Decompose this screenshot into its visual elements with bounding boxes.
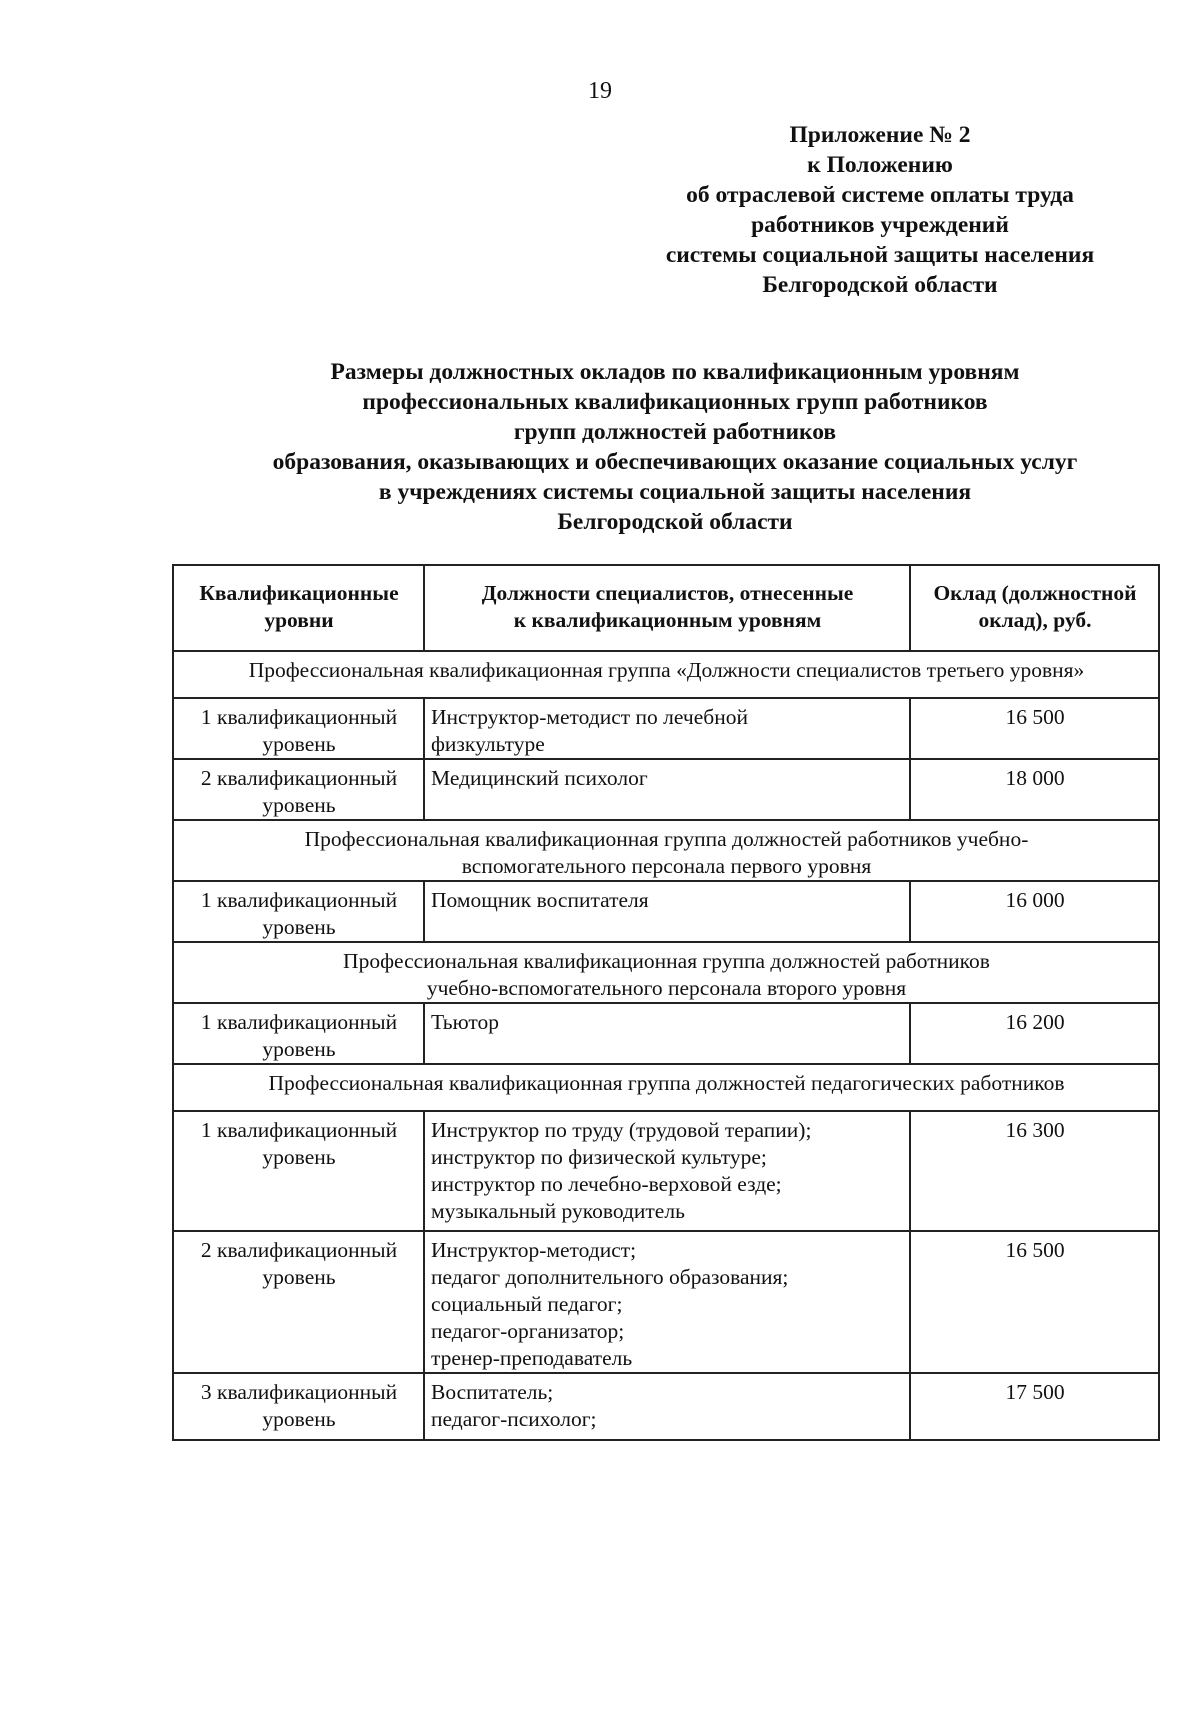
positions-cell	[424, 1111, 910, 1231]
group-title-line: Профессиональная квалификационная группа «Должности специалистов третьего уровня»	[248, 658, 1085, 682]
positions-cell	[424, 759, 910, 820]
position-text: физкультуре	[431, 732, 545, 756]
title-line: групп должностей работников	[513, 419, 837, 445]
position-text: Тьютор	[431, 1010, 499, 1034]
table-row	[173, 759, 1159, 820]
appendix-line: системы социальной защиты населения	[665, 242, 1095, 268]
salary-cell: 18 000	[910, 759, 1159, 820]
header-positions	[424, 565, 910, 651]
level-cell	[173, 1373, 424, 1440]
salary-cell: 16 500	[910, 1231, 1159, 1373]
header-text: оклад), руб.	[978, 608, 1092, 632]
salary-cell: 17 500	[910, 1373, 1159, 1440]
level-text: уровень	[262, 915, 336, 939]
appendix-line: Приложение № 2	[789, 122, 971, 148]
level-text: уровень	[262, 1407, 336, 1431]
level-text: уровень	[262, 1037, 336, 1061]
positions-cell	[424, 698, 910, 759]
header-text: Квалификационные	[199, 581, 399, 605]
group-title	[173, 651, 1159, 698]
table-row	[173, 881, 1159, 942]
group-title	[173, 1064, 1159, 1111]
position-text: педагог дополнительного образования;	[431, 1265, 789, 1289]
level-text: уровень	[262, 793, 336, 817]
position-text: Помощник воспитателя	[431, 888, 649, 912]
group-title-line: Профессиональная квалификационная группа должностей педагогических работников	[268, 1071, 1065, 1095]
title-line: Размеры должностных окладов по квалификационным уровням	[330, 359, 1020, 385]
position-text: музыкальный руководитель	[431, 1199, 685, 1223]
level-cell	[173, 1003, 424, 1064]
header-salary	[910, 565, 1159, 651]
header-text: к квалификационным уровням	[513, 608, 822, 632]
appendix-block	[640, 120, 1120, 300]
group-title-line: вспомогательного персонала первого уровня	[461, 854, 872, 878]
salary-cell: 16 300	[910, 1111, 1159, 1231]
positions-cell	[424, 1231, 910, 1373]
group-title	[173, 820, 1159, 881]
header-levels	[173, 565, 424, 651]
position-text: Воспитатель;	[431, 1380, 554, 1404]
header-text: уровни	[264, 608, 334, 632]
positions-cell	[424, 881, 910, 942]
level-text: уровень	[262, 1145, 336, 1169]
level-cell	[173, 698, 424, 759]
header-text: Должности специалистов, отнесенные	[481, 581, 854, 605]
level-text: 3 квалификационный	[200, 1380, 398, 1404]
document-title	[150, 357, 1200, 537]
level-cell	[173, 881, 424, 942]
positions-cell	[424, 1373, 910, 1440]
title-line: профессиональных квалификационных групп работников	[362, 389, 988, 415]
salary-cell: 16 500	[910, 698, 1159, 759]
position-text: тренер-преподаватель	[431, 1346, 633, 1370]
title-line: образования, оказывающих и обеспечивающих оказание социальных услуг	[272, 449, 1078, 475]
salary-table	[172, 564, 1160, 1441]
group-row	[173, 820, 1159, 881]
level-text: 2 квалификационный	[200, 1238, 398, 1262]
appendix-line: к Положению	[807, 152, 953, 178]
appendix-line: об отраслевой системе оплаты труда	[686, 182, 1074, 208]
position-text: инструктор по физической культуре;	[431, 1145, 767, 1169]
appendix-line: Белгородской области	[762, 272, 998, 298]
level-cell	[173, 1111, 424, 1231]
position-text: Инструктор по труду (трудовой терапии);	[431, 1118, 812, 1142]
group-row	[173, 1064, 1159, 1111]
table-row	[173, 698, 1159, 759]
salary-cell: 16 200	[910, 1003, 1159, 1064]
group-title-line: Профессиональная квалификационная группа должностей работников	[343, 949, 990, 973]
group-row	[173, 942, 1159, 1003]
header-text: Оклад (должностной	[933, 581, 1137, 605]
group-title-line: Профессиональная квалификационная группа должностей работников учебно-	[304, 827, 1029, 851]
salary-cell: 16 000	[910, 881, 1159, 942]
page-number: 19	[588, 78, 612, 104]
group-row	[173, 651, 1159, 698]
level-text: уровень	[262, 1265, 336, 1289]
group-title-line: учебно-вспомогательного персонала второго уровня	[426, 976, 907, 1000]
position-text: Медицинский психолог	[431, 766, 648, 790]
position-text: социальный педагог;	[431, 1292, 623, 1316]
position-text: педагог-организатор;	[431, 1319, 625, 1343]
title-line: в учреждениях системы социальной защиты населения	[378, 479, 972, 505]
level-text: 2 квалификационный	[200, 766, 398, 790]
position-text: педагог-психолог;	[431, 1407, 597, 1431]
table-row	[173, 1003, 1159, 1064]
level-text: 1 квалификационный	[200, 1010, 398, 1034]
level-text: 1 квалификационный	[200, 705, 398, 729]
level-cell	[173, 1231, 424, 1373]
level-cell	[173, 759, 424, 820]
positions-cell	[424, 1003, 910, 1064]
level-text: 1 квалификационный	[200, 1118, 398, 1142]
table-row	[173, 1231, 1159, 1373]
appendix-line: работников учреждений	[751, 212, 1009, 238]
group-title	[173, 942, 1159, 1003]
table-row	[173, 1111, 1159, 1231]
position-text: Инструктор-методист;	[431, 1238, 637, 1262]
level-text: уровень	[262, 732, 336, 756]
table-header-row	[173, 565, 1159, 651]
position-text: Инструктор-методист по лечебной	[431, 705, 748, 729]
position-text: инструктор по лечебно-верховой езде;	[431, 1172, 782, 1196]
level-text: 1 квалификационный	[200, 888, 398, 912]
table-row	[173, 1373, 1159, 1440]
title-line: Белгородской области	[557, 509, 793, 535]
